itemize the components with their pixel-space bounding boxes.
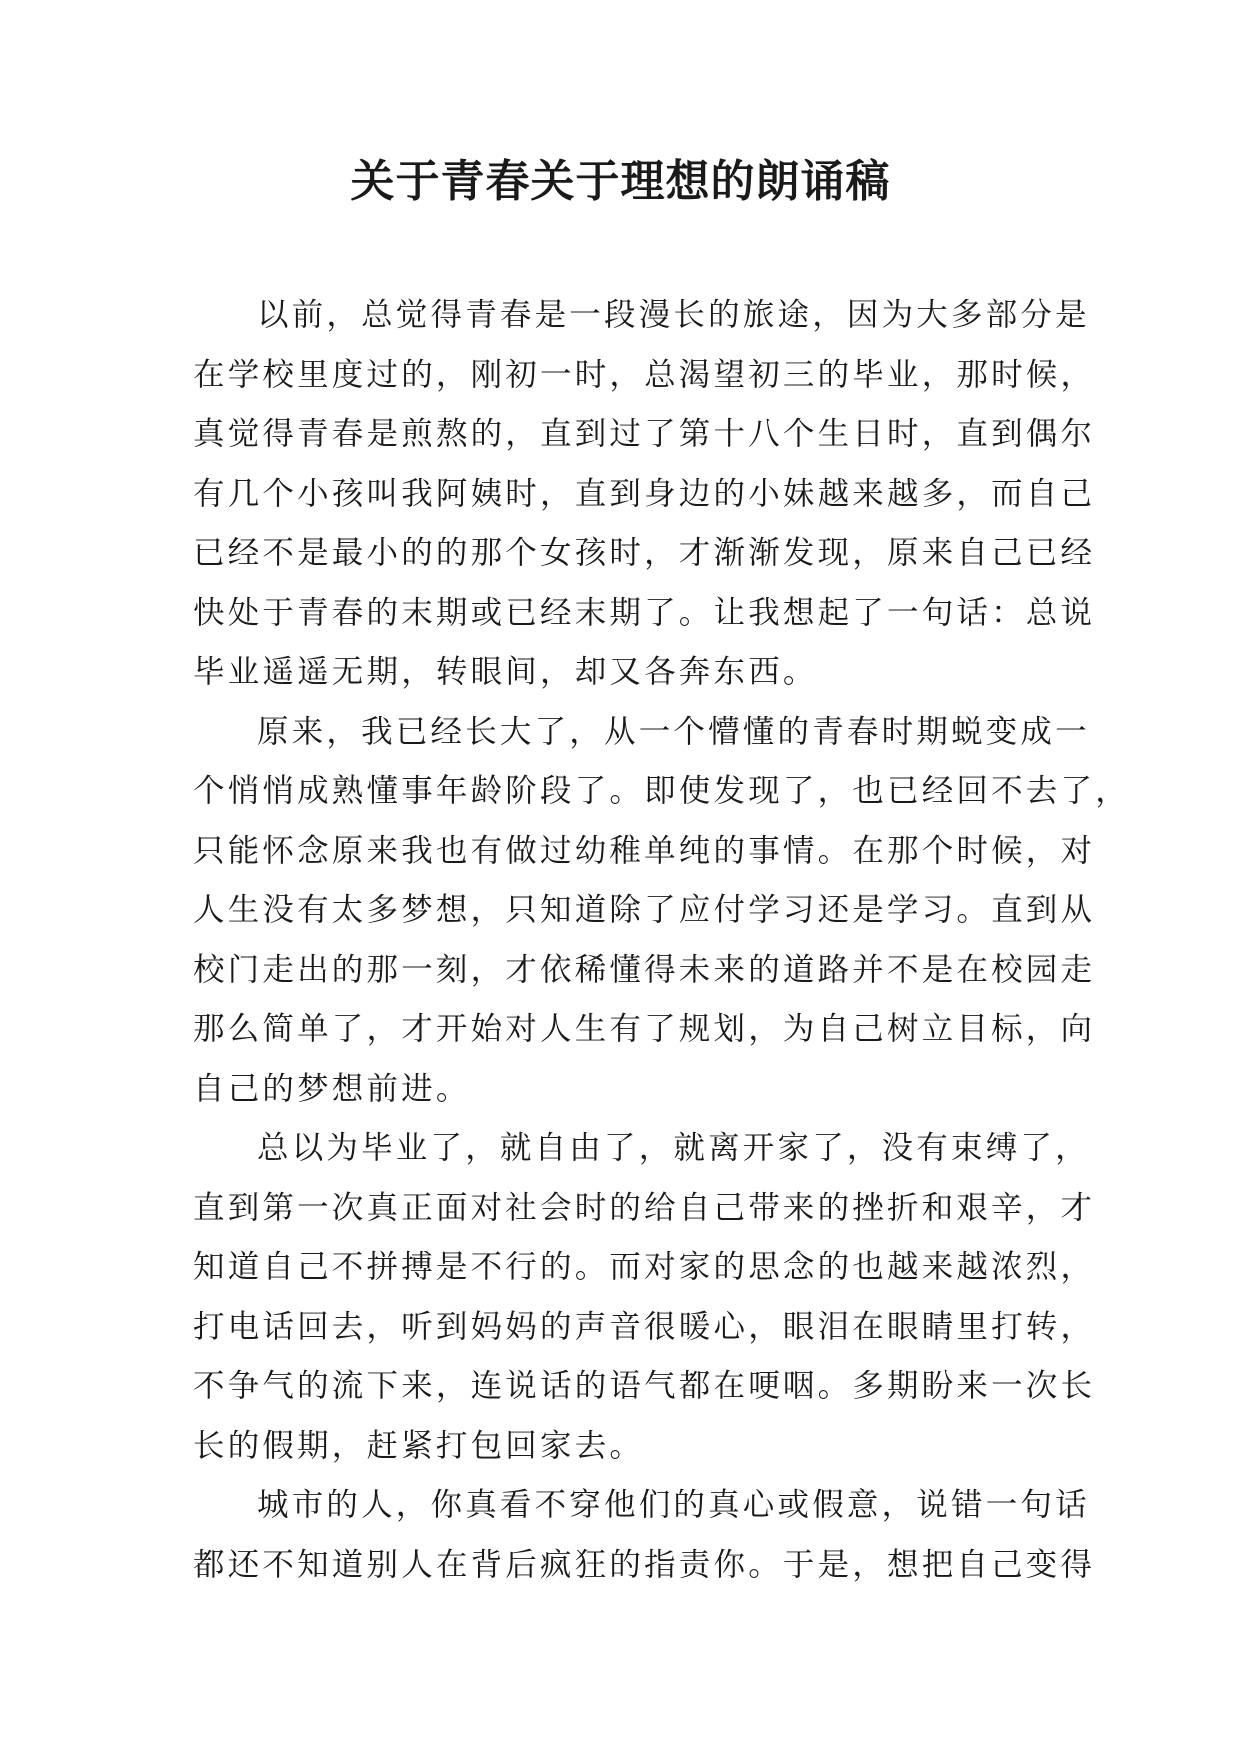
text-line: 直到第一次真正面对社会时的给自己带来的挫折和艰辛，才 [193,1189,1096,1226]
text-line: 原来，我已经长大了，从一个懵懂的青春时期蜕变成一 [257,713,1090,750]
text-line: 有几个小孩叫我阿姨时，直到身边的小妹越来越多，而自己 [193,475,1096,512]
text-line: 快处于青春的末期或已经末期了。让我想起了一句话：总说 [193,594,1096,631]
text-line: 自己的梦想前进。 [193,1070,471,1107]
text-line: 毕业遥遥无期，转眼间，却又各奔东西。 [193,654,818,690]
text-line: 人生没有太多梦想，只知道除了应付学习还是学习。直到从 [193,892,1096,928]
text-line: 在学校里度过的，刚初一时，总渴望初三的毕业，那时候， [193,356,1096,393]
document-title: 关于青春关于理想的朗诵稿 [350,156,891,207]
paragraph-1 [193,286,1096,703]
paragraph-2 [193,703,1130,1120]
text-line: 个悄悄成熟懂事年龄阶段了。即使发现了，也已经回不去了， [193,773,1130,809]
text-line: 校门走出的那一刻，才依稀懂得未来的道路并不是在校园走 [193,951,1096,988]
text-line: 打电话回去，听到妈妈的声音很暖心，眼泪在眼睛里打转， [193,1308,1096,1345]
text-line: 不争气的流下来，连说话的语气都在哽咽。多期盼来一次长 [193,1368,1096,1404]
text-line: 长的假期，赶紧打包回家去。 [193,1427,645,1464]
text-line: 城市的人，你真看不穿他们的真心或假意，说错一句话 [257,1487,1090,1523]
text-line: 真觉得青春是煎熬的，直到过了第十八个生日时，直到偶尔 [193,416,1096,452]
text-line: 只能怀念原来我也有做过幼稚单纯的事情。在那个时候，对 [193,832,1096,869]
text-line: 都还不知道别人在背后疯狂的指责你。于是，想把自己变得 [193,1546,1096,1583]
text-line: 知道自己不拼搏是不行的。而对家的思念的也越来越浓烈， [193,1249,1096,1285]
paragraph-3 [193,1119,1096,1476]
text-line: 已经不是最小的的那个女孩时，才渐渐发现，原来自己已经 [193,535,1096,571]
text-line: 总以为毕业了，就自由了，就离开家了，没有束缚了， [257,1130,1090,1166]
document-body [193,286,1130,1595]
text-line: 以前，总觉得青春是一段漫长的旅途，因为大多部分是 [257,297,1090,333]
text-line: 那么简单了，才开始对人生有了规划，为自己树立目标，向 [193,1011,1096,1047]
paragraph-4 [193,1476,1096,1595]
